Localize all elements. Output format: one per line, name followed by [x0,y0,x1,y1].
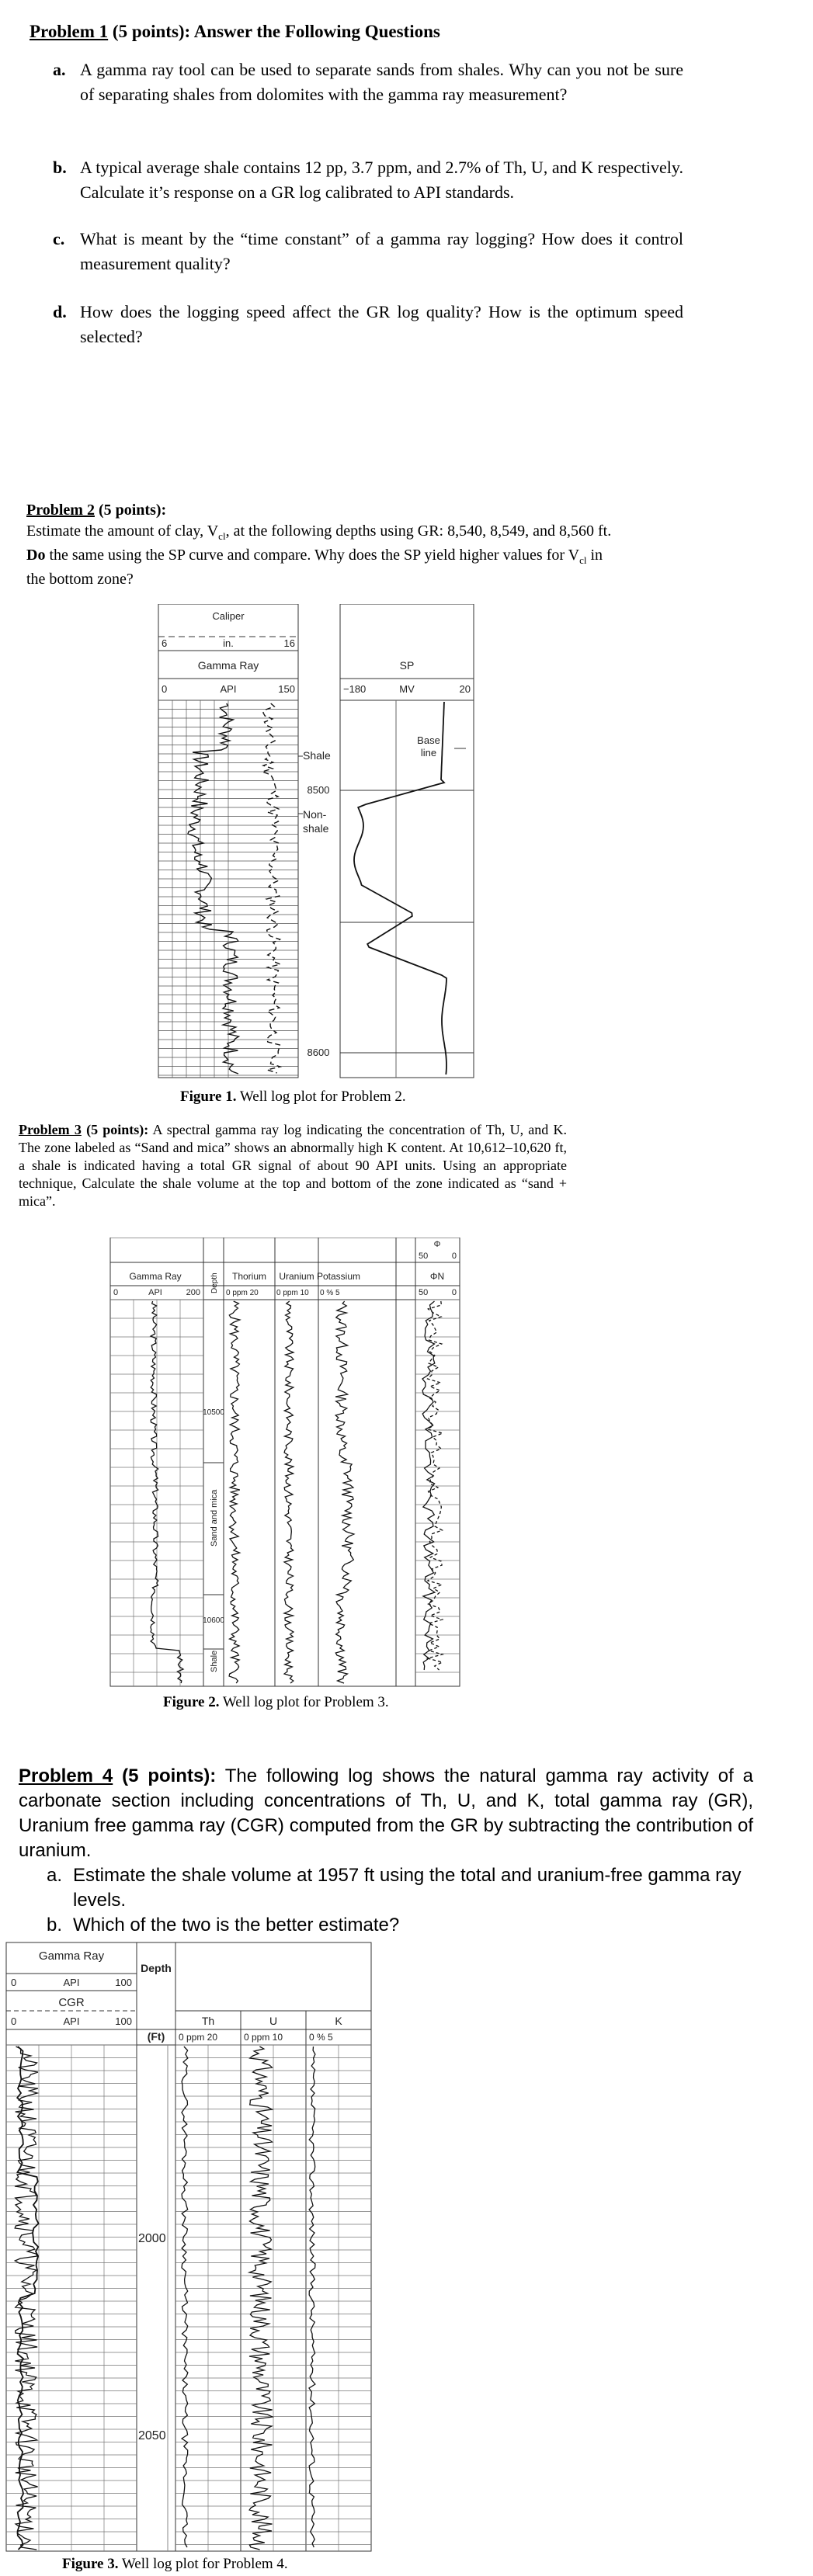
problem1-question-b [53,155,683,205]
figure2-shale-zone: Shale [210,1650,219,1672]
problem4-title-bold: Problem 4 [19,1765,113,1786]
figure2-uranium-range: 0 ppm 10 [276,1289,309,1297]
figure1-caliper-max: 16 [283,637,295,649]
figure2-depth-10500: 10500 [203,1408,224,1417]
figure1-nonshale-label: shale [303,822,329,835]
item-label: b. [47,1915,63,1935]
figure2-sand-mica-zone: Sand and mica [210,1489,219,1547]
question-text: A gamma ray tool can be used to separate sands from shales. Why can you not be sure of separating shales from dolomites with the gamma ray measurement? [80,60,683,104]
figure2-depth-header: Depth [210,1272,219,1293]
figure3-gr-min: 0 [11,1977,17,1988]
figure1-sp-min: −180 [343,683,367,695]
problem1-question-d [53,300,683,349]
figure2-porosity-curve [428,1301,443,1670]
figure1-sp-label: SP [399,659,415,672]
problem4-item-a [47,1863,753,1913]
question-label: b. [53,158,67,177]
figure3-depth-2050: 2050 [138,2429,166,2442]
item-text: Estimate the shale volume at 1957 ft using the total and uranium-free gamma ray levels. [73,1865,742,1911]
figure1-sp-max: 20 [459,683,471,695]
item-text: Which of the two is the better estimate? [73,1915,400,1935]
figure3-caption [62,2556,288,2573]
figure3-depth-header: Depth [141,1962,172,1974]
problem3-body [19,1121,567,1210]
figure3-cgr-unit: API [63,2015,80,2027]
problem1-title-bold: Problem 1 [30,22,109,41]
figure2-gr-min: 0 [113,1288,119,1297]
figure3-uranium-range: 0 ppm 10 [244,2032,283,2043]
figure3-depth-2000: 2000 [138,2232,166,2245]
figure2-grid [110,1300,460,1686]
problem4-body-text: The following log shows the natural gamma ray activity of a carbonate section including concentrations of Th, U, and K, total gamma ray (GR), Uranium free gamma ray (CGR) computed from the GR by subtracting the contribution of uranium. [19,1765,753,1861]
figure1-sp-unit: MV [399,683,415,695]
problem2-body [26,522,617,589]
figure1-depth-8600: 8600 [307,1047,330,1058]
figure1-caliper-label: Caliper [212,610,245,622]
question-text: What is meant by the “time constant” of a gamma ray logging? How does it control measurement quality? [80,229,683,273]
problem2-body-part: the same using the SP curve and compare. Why does the SP yield higher values for V [45,547,580,564]
figure2-phin-min: 50 [419,1288,429,1297]
problem4-body [19,1764,753,1863]
figure1-caption-text: Well log plot for Problem 2. [236,1088,406,1105]
question-label: c. [53,229,65,248]
question-text: A typical average shale contains 12 pp, 3.7 ppm, and 2.7% of Th, U, and K respectively. Calculate it’s response on a GR log calibrated to API standards. [80,158,683,202]
figure3-gr-unit: API [63,1977,80,1988]
figure3-caption-bold: Figure 3. [62,2556,119,2572]
figure1-gr-min: 0 [162,683,168,695]
figure2-potassium-curve [335,1301,354,1683]
figure1-baseline-label: line [420,747,437,759]
problem4-title-rest: (5 points): [113,1765,217,1786]
figure3-grid [6,2045,371,2551]
problem1-title-rest: (5 points): Answer the Following Questions [108,22,440,41]
question-text: How does the logging speed affect the GR log quality? How is the optimum speed selected? [80,302,683,346]
figure1-gamma-ray-curve [188,703,239,1074]
figure1-caption-bold: Figure 1. [180,1088,237,1105]
figure2-phin-max: 0 [451,1288,457,1297]
figure2-caption-text: Well log plot for Problem 3. [219,1694,389,1710]
problem2-body-sub: cl [579,554,587,566]
figure2-gr-unit: API [148,1288,162,1297]
figure1-baseline-label: Base [417,734,440,746]
figure1-caliper-curve [262,703,280,1073]
problem2-body-sub: cl [218,530,226,542]
figure1-gr-unit: API [220,683,237,695]
figure3-gr-max: 100 [115,1977,132,1988]
figure2-gamma-ray-curve [151,1301,183,1683]
figure2-well-log [109,1238,466,1689]
figure2-uranium-curve [284,1301,294,1683]
problem3-title-bold: Problem 3 [19,1122,82,1137]
figure2-phi-max: 0 [451,1252,457,1261]
figure2-caption [163,1694,389,1711]
figure2-phin-label: ΦN [429,1271,445,1282]
figure2-gamma-ray-label: Gamma Ray [129,1271,182,1282]
item-label: a. [47,1865,63,1886]
question-label: d. [53,302,67,321]
problem1-title [30,22,440,42]
figure2-depth-10600: 10600 [203,1616,224,1625]
figure3-thorium-label: Th [201,2015,215,2027]
figure3-gamma-ray-label: Gamma Ray [38,1949,105,1963]
figure3-cgr-min: 0 [11,2015,17,2027]
figure2-potassium-label: Potassium [316,1271,361,1282]
figure1-grid [158,700,298,1078]
figure2-uranium-label: Uranium [279,1271,314,1282]
problem1-question-c [53,227,683,276]
figure1-shale-label: Shale [303,749,331,762]
problem2-title-bold: Problem 2 [26,502,95,519]
figure2-phi-label: Φ [433,1240,441,1249]
figure1-nonshale-label: Non- [303,808,327,821]
figure2-potassium-range: 0 % 5 [320,1289,340,1297]
figure2-thorium-curve [229,1301,240,1683]
figure2-thorium-range: 0 ppm 20 [226,1289,259,1297]
figure1-caliper-unit: in. [223,637,234,649]
problem3-body-text: A spectral gamma ray log indicating the concentration of Th, U, and K. The zone labeled as “Sand and mica” shows an abnormally high K content. At 10,612–10,620 ft, a shale is indicated having a total GR signal of about 90 API units. Using an appropriate technique, Calculate the shale volume at the top and bottom of the zone indicated as “sand + mica”. [19,1122,567,1209]
problem1-question-a [53,57,683,107]
figure1-caliper-min: 6 [162,637,168,649]
problem2-title-rest: (5 points): [94,502,167,519]
figure3-depth-unit: (Ft) [147,2030,165,2043]
figure2-thorium-label: Thorium [231,1271,267,1282]
problem2-body-part: Estimate the amount of clay, V [26,522,219,540]
figure1-depth-8500: 8500 [307,784,330,796]
figure3-well-log [5,1941,374,2554]
figure3-potassium-range: 0 % 5 [309,2032,333,2043]
question-label: a. [53,60,66,79]
problem4-item-b [47,1913,753,1938]
problem2-title [26,502,166,519]
figure3-thorium-range: 0 ppm 20 [179,2032,218,2043]
figure1-gr-max: 150 [278,683,295,695]
problem2-body-part: in the bottom zone? [26,547,603,588]
problem3-title-rest: (5 points): [81,1122,149,1137]
figure1-well-log [155,604,481,1081]
figure1-caption [180,1088,406,1106]
figure3-cgr-max: 100 [115,2015,132,2027]
figure2-gr-max: 200 [186,1288,200,1297]
figure3-cgr-label: CGR [58,1996,85,2009]
figure1-gamma-ray-label: Gamma Ray [197,659,259,672]
figure3-caption-text: Well log plot for Problem 4. [118,2556,288,2572]
problem2-body-bold: Do [26,547,46,564]
figure2-caption-bold: Figure 2. [163,1694,220,1710]
problem2-body-part: , at the following depths using GR: 8,540, 8,549, and 8,560 ft. [225,522,612,540]
figure3-uranium-label: U [269,2015,278,2027]
figure3-potassium-label: K [335,2015,342,2027]
figure2-phi-min: 50 [419,1252,429,1261]
